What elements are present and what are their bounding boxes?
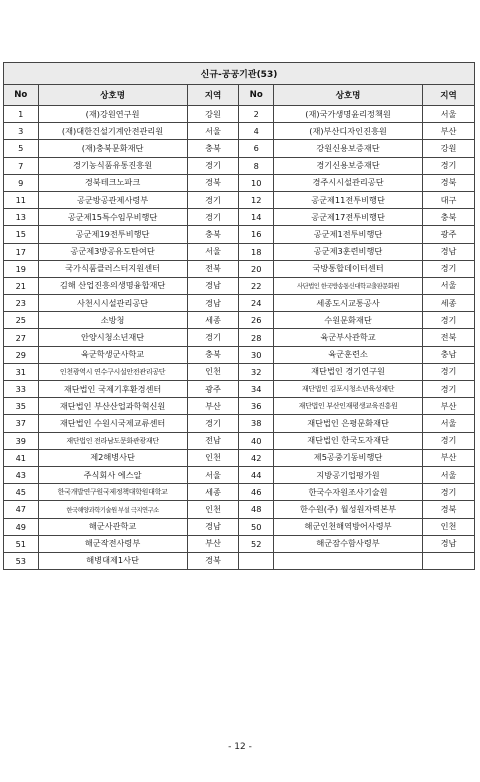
row-number-right: 38	[239, 415, 274, 432]
row-number-left: 45	[4, 484, 39, 501]
institution-name-right: 제5공중기동비행단	[274, 449, 423, 466]
table-row	[4, 106, 475, 123]
row-number-left: 35	[4, 398, 39, 415]
row-number-right: 48	[239, 501, 274, 518]
region-right: 대구	[423, 191, 475, 208]
table-title: 신규-공공기관(53)	[4, 63, 475, 85]
row-number-left: 53	[4, 552, 39, 569]
row-number-left: 21	[4, 277, 39, 294]
row-number-left: 11	[4, 191, 39, 208]
row-number-right: 30	[239, 346, 274, 363]
institution-name-left: 공군제15특수임무비행단	[38, 209, 187, 226]
region-right: 경기	[423, 157, 475, 174]
institution-name-left: 한국개발연구원국제정책대학원대학교	[38, 484, 187, 501]
row-number-right: 46	[239, 484, 274, 501]
row-number-right: 32	[239, 363, 274, 380]
institution-name-left: 주식회사 에스알	[38, 466, 187, 483]
region-left: 인천	[187, 363, 239, 380]
region-right: 경기	[423, 432, 475, 449]
table-row	[4, 157, 475, 174]
region-right: 경남	[423, 535, 475, 552]
region-left: 전남	[187, 432, 239, 449]
header-no-left: No	[4, 85, 39, 106]
region-right: 충북	[423, 209, 475, 226]
region-right: 경북	[423, 501, 475, 518]
row-number-right: 24	[239, 295, 274, 312]
table-row	[4, 295, 475, 312]
region-left: 충북	[187, 346, 239, 363]
table-row	[4, 518, 475, 535]
table-row	[4, 501, 475, 518]
table-row	[4, 432, 475, 449]
row-number-left: 47	[4, 501, 39, 518]
row-number-right: 20	[239, 260, 274, 277]
institution-name-right: 재단법인 김포시청소년육성재단	[274, 381, 423, 398]
institution-name-left: 한국해양과학기술원 부설 극지연구소	[38, 501, 187, 518]
row-number-right: 28	[239, 329, 274, 346]
institution-name-right: (재)부산디자인진흥원	[274, 123, 423, 140]
row-number-right: 18	[239, 243, 274, 260]
table-row	[4, 123, 475, 140]
region-left: 광주	[187, 381, 239, 398]
region-left: 인천	[187, 449, 239, 466]
table-row	[4, 140, 475, 157]
region-right: 경기	[423, 484, 475, 501]
region-left: 경북	[187, 174, 239, 191]
institution-name-left: 국가식품클러스터지원센터	[38, 260, 187, 277]
row-number-left: 51	[4, 535, 39, 552]
institution-name-right: 공군제1전투비행단	[274, 226, 423, 243]
institution-name-left: (재)대한건설기계안전관리원	[38, 123, 187, 140]
institution-name-right: 공군제11전투비행단	[274, 191, 423, 208]
region-left: 경기	[187, 191, 239, 208]
institution-name-right: 공군제3훈련비행단	[274, 243, 423, 260]
region-right: 충남	[423, 346, 475, 363]
region-left: 전북	[187, 260, 239, 277]
header-name-left: 상호명	[38, 85, 187, 106]
table-row	[4, 415, 475, 432]
table-title-row	[4, 63, 475, 85]
institution-name-right: 세종도시교통공사	[274, 295, 423, 312]
region-right: 경남	[423, 243, 475, 260]
institution-name-left: 해군작전사령부	[38, 535, 187, 552]
table-row	[4, 226, 475, 243]
table-row	[4, 484, 475, 501]
institution-name-left: 육군학생군사학교	[38, 346, 187, 363]
table-row	[4, 535, 475, 552]
row-number-right: 6	[239, 140, 274, 157]
table-row	[4, 329, 475, 346]
table-row	[4, 346, 475, 363]
row-number-left: 43	[4, 466, 39, 483]
institution-name-right: (재)국가생명윤리정책원	[274, 106, 423, 123]
institution-name-right: 육군훈련소	[274, 346, 423, 363]
row-number-left: 31	[4, 363, 39, 380]
table-row	[4, 466, 475, 483]
institution-name-right: 해군잠수함사령부	[274, 535, 423, 552]
institution-name-right: 경주시시설관리공단	[274, 174, 423, 191]
institution-name-right: 한국수자원조사기술원	[274, 484, 423, 501]
region-left: 경남	[187, 518, 239, 535]
row-number-left: 9	[4, 174, 39, 191]
row-number-right: 42	[239, 449, 274, 466]
row-number-left: 33	[4, 381, 39, 398]
region-right: 서울	[423, 466, 475, 483]
region-left: 경남	[187, 277, 239, 294]
region-left: 세종	[187, 312, 239, 329]
institution-name-right	[274, 552, 423, 569]
region-left: 서울	[187, 243, 239, 260]
institution-name-left: 안양시청소년재단	[38, 329, 187, 346]
region-left: 강원	[187, 106, 239, 123]
header-region-right: 지역	[423, 85, 475, 106]
region-left: 경북	[187, 552, 239, 569]
region-right: 부산	[423, 398, 475, 415]
table-row	[4, 243, 475, 260]
region-right: 인천	[423, 518, 475, 535]
region-left: 충북	[187, 226, 239, 243]
region-right: 부산	[423, 123, 475, 140]
row-number-left: 19	[4, 260, 39, 277]
institution-name-right: 재단법인 은평문화재단	[274, 415, 423, 432]
row-number-left: 7	[4, 157, 39, 174]
institution-name-right: 재단법인 경기연구원	[274, 363, 423, 380]
region-left: 경기	[187, 157, 239, 174]
table-row	[4, 398, 475, 415]
institution-name-right: 한수원(주) 월성원자력본부	[274, 501, 423, 518]
row-number-right: 52	[239, 535, 274, 552]
table-row	[4, 209, 475, 226]
institution-name-left: 공군제19전투비행단	[38, 226, 187, 243]
table-row	[4, 191, 475, 208]
page-number: - 12 -	[228, 742, 252, 752]
row-number-right: 2	[239, 106, 274, 123]
region-right: 서울	[423, 106, 475, 123]
region-left: 서울	[187, 123, 239, 140]
header-name-right: 상호명	[274, 85, 423, 106]
region-left: 충북	[187, 140, 239, 157]
table-row	[4, 174, 475, 191]
institution-name-left: 해군사관학교	[38, 518, 187, 535]
institution-name-left: 제2해병사단	[38, 449, 187, 466]
institution-name-right: 강원신용보증재단	[274, 140, 423, 157]
institution-name-left: (재)충북문화재단	[38, 140, 187, 157]
region-right: 서울	[423, 415, 475, 432]
institution-name-left: 재단법인 수원시국제교류센터	[38, 415, 187, 432]
row-number-right: 50	[239, 518, 274, 535]
institution-name-right: 재단법인 부산인재평생교육진흥원	[274, 398, 423, 415]
row-number-left: 41	[4, 449, 39, 466]
institution-name-left: 공군제3방공유도탄여단	[38, 243, 187, 260]
institution-name-left: (재)강원연구원	[38, 106, 187, 123]
institution-name-left: 인천광역시 연수구시설안전관리공단	[38, 363, 187, 380]
table-row	[4, 363, 475, 380]
institution-name-right: 재단법인 한국도자재단	[274, 432, 423, 449]
row-number-right: 34	[239, 381, 274, 398]
institution-name-left: 해병대제1사단	[38, 552, 187, 569]
institution-name-right: 수원문화재단	[274, 312, 423, 329]
region-right: 전북	[423, 329, 475, 346]
row-number-left: 25	[4, 312, 39, 329]
institution-name-left: 경기농식품유통진흥원	[38, 157, 187, 174]
table-row	[4, 381, 475, 398]
region-left: 서울	[187, 466, 239, 483]
institution-name-left: 소방청	[38, 312, 187, 329]
institution-name-right: 지방공기업평가원	[274, 466, 423, 483]
institution-name-left: 경북테크노파크	[38, 174, 187, 191]
row-number-right: 8	[239, 157, 274, 174]
region-right: 경기	[423, 260, 475, 277]
region-left: 세종	[187, 484, 239, 501]
header-region-left: 지역	[187, 85, 239, 106]
region-left: 부산	[187, 398, 239, 415]
row-number-left: 13	[4, 209, 39, 226]
institution-name-right: 육군부사관학교	[274, 329, 423, 346]
table-row	[4, 449, 475, 466]
row-number-right: 12	[239, 191, 274, 208]
institution-table	[3, 62, 475, 570]
table-row	[4, 552, 475, 569]
region-right	[423, 552, 475, 569]
institution-name-right: 사단법인 한국방송통신대학교출판문화원	[274, 277, 423, 294]
region-left: 경기	[187, 415, 239, 432]
header-no-right: No	[239, 85, 274, 106]
row-number-right: 22	[239, 277, 274, 294]
table-header-row	[4, 85, 475, 106]
row-number-left: 15	[4, 226, 39, 243]
region-right: 부산	[423, 449, 475, 466]
institution-name-left: 재단법인 국제기후환경센터	[38, 381, 187, 398]
institution-name-right: 공군제17전투비행단	[274, 209, 423, 226]
row-number-left: 1	[4, 106, 39, 123]
row-number-left: 39	[4, 432, 39, 449]
row-number-left: 37	[4, 415, 39, 432]
institution-name-right: 경기신용보증재단	[274, 157, 423, 174]
region-right: 세종	[423, 295, 475, 312]
row-number-right: 10	[239, 174, 274, 191]
row-number-left: 49	[4, 518, 39, 535]
region-left: 경남	[187, 295, 239, 312]
institution-table-container	[3, 62, 475, 570]
row-number-left: 27	[4, 329, 39, 346]
institution-name-left: 재단법인 전라남도문화관광재단	[38, 432, 187, 449]
row-number-right: 14	[239, 209, 274, 226]
institution-name-left: 김해 산업진흥의생명융합재단	[38, 277, 187, 294]
institution-name-left: 재단법인 부산산업과학혁신원	[38, 398, 187, 415]
region-right: 강원	[423, 140, 475, 157]
institution-name-left: 공군방공관제사령부	[38, 191, 187, 208]
row-number-left: 5	[4, 140, 39, 157]
region-right: 경기	[423, 312, 475, 329]
row-number-right: 16	[239, 226, 274, 243]
row-number-right: 36	[239, 398, 274, 415]
region-left: 경기	[187, 209, 239, 226]
region-right: 서울	[423, 277, 475, 294]
row-number-left: 29	[4, 346, 39, 363]
region-right: 경기	[423, 363, 475, 380]
row-number-right: 44	[239, 466, 274, 483]
row-number-left: 23	[4, 295, 39, 312]
table-row	[4, 277, 475, 294]
institution-name-right: 해군인천해역방어사령부	[274, 518, 423, 535]
region-right: 경북	[423, 174, 475, 191]
region-right: 광주	[423, 226, 475, 243]
row-number-right: 26	[239, 312, 274, 329]
table-row	[4, 260, 475, 277]
row-number-left: 17	[4, 243, 39, 260]
region-left: 인천	[187, 501, 239, 518]
institution-name-left: 사천시시설관리공단	[38, 295, 187, 312]
region-right: 경기	[423, 381, 475, 398]
row-number-right	[239, 552, 274, 569]
region-left: 부산	[187, 535, 239, 552]
region-left: 경기	[187, 329, 239, 346]
row-number-right: 4	[239, 123, 274, 140]
institution-name-right: 국방통합데이터센터	[274, 260, 423, 277]
row-number-left: 3	[4, 123, 39, 140]
table-row	[4, 312, 475, 329]
row-number-right: 40	[239, 432, 274, 449]
